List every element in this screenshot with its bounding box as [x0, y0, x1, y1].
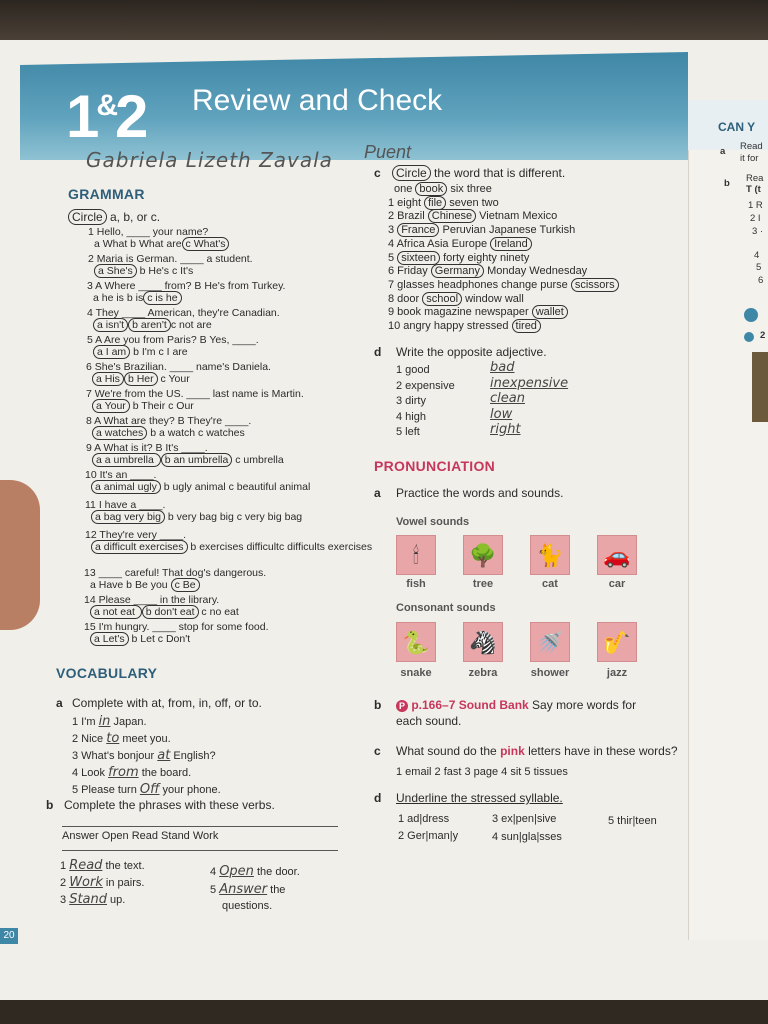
student-name-2: Puent	[364, 142, 412, 162]
vocab-b-after: the	[267, 884, 286, 896]
grammar-question: 2 Maria is German. ____ a student.	[88, 253, 253, 265]
vocab-b-item	[60, 875, 144, 890]
grammar-question: 15 I'm hungry. ____ stop for some food.	[84, 621, 269, 633]
vocab-b-answer: Read	[69, 858, 103, 873]
col2-d-label: d	[374, 345, 382, 359]
sound-word: snake	[400, 667, 432, 679]
grammar-options	[92, 400, 194, 412]
circled-word: file	[424, 196, 446, 210]
col2-c-instruction: Circle the word that is different.	[392, 166, 565, 180]
grammar-options	[91, 541, 372, 553]
option-a: a animal ugly	[91, 480, 161, 494]
word-group: Monday Wednesday	[484, 265, 588, 278]
option-a: a I am	[93, 345, 130, 359]
word-group: 6 Friday	[388, 265, 431, 278]
vocabulary-heading: VOCABULARY	[56, 665, 158, 681]
option-b: b I'm c I are	[130, 346, 188, 358]
pron-d-instruction: Underline the stressed syllable.	[396, 791, 563, 805]
right-photo	[752, 352, 768, 422]
audio-track: 2	[760, 330, 766, 341]
sound-word: car	[608, 578, 626, 590]
vocab-a-answer: in	[98, 714, 111, 729]
vocab-a-prompt: 1 I'm	[72, 716, 99, 728]
vocab-a-answer: to	[106, 731, 120, 746]
vocab-b-answer: Answer	[219, 882, 268, 897]
vocab-b-number: 2	[60, 877, 70, 889]
vocab-b-after: the door.	[253, 866, 300, 878]
vocab-a-item	[72, 748, 216, 763]
sound-word: cat	[542, 578, 558, 590]
option-c: c not are	[170, 319, 212, 331]
vocab-a-after: the board.	[138, 767, 192, 779]
pron-c-items: 1 email 2 fast 3 page 4 sit 5 tissues	[396, 766, 568, 778]
vocab-a-item	[72, 765, 191, 780]
opposite-answer: right	[490, 422, 521, 437]
grammar-options	[92, 373, 190, 385]
pron-c-label: c	[374, 744, 381, 758]
vocab-b-number: 1	[60, 860, 70, 872]
grammar-options	[91, 511, 302, 523]
word-group: window wall	[462, 292, 524, 305]
circled-word: tired	[512, 319, 541, 333]
right-n6: 6	[758, 275, 764, 286]
sound-picture	[597, 535, 637, 575]
vocab-b-item	[210, 882, 285, 897]
tree-icon: 🌳	[469, 543, 497, 568]
play-icon[interactable]	[744, 308, 758, 322]
option-b: b He's c It's	[136, 265, 194, 277]
circled-word: Chinese	[428, 209, 476, 223]
pron-a-instruction: Practice the words and sounds.	[396, 486, 564, 500]
vocab-b-answer: Work	[69, 875, 103, 890]
right-b: b	[724, 178, 730, 189]
option-a: a difficult exercises	[91, 540, 188, 554]
background-top	[0, 0, 768, 40]
word-group: 10 angry happy stressed	[388, 320, 512, 332]
vocab-b-instruction: Complete the phrases with these verbs.	[64, 798, 275, 812]
option-a: a Your	[92, 399, 130, 413]
word-group: Peruvian Japanese Turkish	[439, 224, 576, 237]
car-icon: 🚗	[603, 543, 631, 568]
right-n3: 3 ·	[752, 226, 764, 237]
odd-one-out-row	[388, 252, 529, 264]
vocab-b-after: up.	[107, 894, 126, 906]
word-group: 5	[388, 251, 398, 264]
vocab-b-after: in pairs.	[102, 877, 145, 889]
sound-picture	[463, 622, 503, 662]
option-b: b aren't	[128, 318, 171, 332]
thumb	[0, 480, 40, 630]
grammar-question: 12 They're very ____.	[85, 529, 187, 541]
right-read: Read	[740, 141, 763, 152]
option-c: c What's	[182, 237, 230, 251]
circled-word: school	[422, 292, 462, 306]
col2-c-label: c	[374, 166, 381, 180]
word-group: forty eighty ninety	[440, 251, 530, 264]
option-a: a he is b is	[93, 292, 144, 304]
page-title: Review and Check	[192, 84, 443, 117]
vocab-b-label: b	[46, 798, 54, 812]
right-a: a	[720, 146, 726, 157]
option-a: a bag very big	[91, 510, 165, 524]
stress-word-1: 1 ad|dress	[398, 813, 450, 825]
vocab-a-after: Japan.	[110, 716, 147, 728]
fish-icon: 🕯	[412, 543, 420, 568]
word-group: seven two	[446, 196, 499, 209]
vocab-b-after-2: questions.	[222, 900, 273, 912]
background-bottom	[0, 1000, 768, 1024]
word-group: 3	[388, 224, 398, 237]
grammar-question: 4 They ____ American, they're Canadian.	[87, 307, 280, 319]
option-a: a a umbrella	[92, 453, 161, 467]
option-c: c umbrella	[232, 454, 284, 466]
opposite-answer: inexpensive	[490, 375, 569, 391]
pron-d-label: d	[374, 791, 382, 805]
sound-word: tree	[472, 578, 494, 590]
option-a: a isn't	[93, 318, 128, 332]
vocab-a-instruction: Complete with at, from, in, off, or to.	[72, 696, 262, 710]
sound-picture	[463, 535, 503, 575]
jazz-icon: 🎷	[603, 630, 631, 655]
zebra-icon: 🦓	[469, 630, 497, 655]
odd-one-out-row	[388, 320, 541, 332]
odd-one-out-row	[388, 238, 532, 250]
opposite-answer: clean	[490, 391, 525, 406]
vocab-a-item	[72, 731, 171, 746]
opposite-answer: bad	[490, 360, 515, 375]
opposite-word: 1 good	[396, 364, 430, 376]
vocab-a-label: a	[56, 696, 63, 710]
option-b: b Her	[124, 372, 158, 386]
grammar-question: 9 A What is it? B It's ____.	[86, 442, 208, 454]
option-c: c Be	[171, 578, 200, 592]
vocab-a-prompt: 5 Please turn	[72, 784, 140, 796]
right-rea: Rea	[746, 173, 764, 184]
vocab-a-answer: from	[108, 765, 139, 780]
option-a: a Let's	[90, 632, 129, 646]
vocab-b-after: the text.	[102, 860, 145, 872]
grammar-question: 14 Please ____ in the library.	[84, 594, 220, 606]
odd-one-out-row	[388, 293, 524, 305]
vocab-a-item	[72, 714, 147, 729]
sound-picture	[530, 535, 570, 575]
circled-word: France	[397, 223, 439, 237]
option-a: a His	[92, 372, 124, 386]
vocab-a-item	[72, 782, 221, 797]
grammar-question: 11 I have a ____.	[85, 499, 166, 511]
page-number: 20	[0, 928, 18, 944]
option-a: a What b What are	[94, 238, 182, 250]
circled-word: wallet	[532, 305, 568, 319]
option-b: b a watch c watches	[147, 427, 245, 439]
pron-c-instruction: What sound do the pink letters have in these words?	[396, 744, 678, 758]
shower-icon: 🚿	[536, 630, 564, 655]
word-group: 8 door	[388, 292, 423, 305]
right-n2: 2 I	[750, 213, 761, 224]
circled-word: book	[415, 182, 447, 196]
option-b: b Let c Don't	[128, 633, 191, 645]
grammar-options	[90, 579, 200, 591]
odd-one-out-row	[388, 224, 575, 236]
odd-one-out-row	[388, 306, 568, 318]
stress-word-5: 5 thir|teen	[608, 815, 657, 827]
word-group: 2 Brazil	[388, 210, 428, 223]
vocab-a-answer: Off	[139, 782, 160, 797]
sound-picture	[530, 622, 570, 662]
student-name: Gabriela Lizeth Zavala	[86, 148, 333, 172]
pron-b-instruction: P p.166–7 Sound Bank Say more words for	[396, 698, 636, 712]
option-b: b don't eat	[142, 605, 199, 619]
grammar-instruction: Circle a, b, or c.	[68, 210, 160, 224]
vocab-a-after: meet you.	[119, 733, 171, 745]
sound-picture	[396, 535, 436, 575]
can-heading: CAN Y	[718, 120, 756, 134]
odd-one-out-row	[388, 197, 499, 209]
verbs-bottom-line	[62, 850, 338, 851]
grammar-question: 13 ____ careful! That dog's dangerous.	[84, 567, 267, 579]
vocab-b-item	[60, 892, 125, 907]
grammar-options	[92, 427, 245, 439]
pron-b-label: b	[374, 698, 382, 712]
col2-d-instruction: Write the opposite adjective.	[396, 345, 547, 359]
vocab-b-number: 5	[210, 884, 220, 896]
grammar-question: 5 A Are you from Paris? B Yes, ____.	[87, 334, 259, 346]
option-b: b Their c Our	[129, 400, 194, 412]
option-b: b exercises difficult	[187, 541, 279, 553]
sound-word: fish	[406, 578, 426, 590]
circled-word: scissors	[571, 278, 619, 292]
option-a: a not eat	[90, 605, 142, 619]
word-group: 1 eight	[388, 196, 425, 209]
grammar-options	[93, 319, 212, 331]
circled-word: sixteen	[397, 251, 440, 265]
right-itfor: it for	[740, 153, 759, 164]
cat-icon: 🐈	[536, 543, 564, 568]
pron-b-instruction-2: each sound.	[396, 714, 462, 728]
vocab-b-number: 4	[210, 866, 220, 878]
option-b: b ugly animal c beautiful animal	[160, 481, 311, 493]
option-c: c is he	[143, 291, 181, 305]
word-group: Vietnam Mexico	[476, 210, 558, 223]
grammar-options	[93, 292, 182, 304]
circled-word: Ireland	[490, 237, 532, 251]
right-n4: 4	[754, 250, 760, 261]
unit-number: 1&2	[66, 83, 146, 150]
opposite-answer: low	[490, 406, 513, 422]
verbs-box: Answer Open Read Stand Work	[62, 830, 219, 842]
stress-word-2: 2 Ger|man|y	[398, 830, 459, 842]
stress-word-3: 3 ex|pen|sive	[492, 813, 557, 825]
word-group: 7 glasses headphones change purse	[388, 278, 571, 291]
sound-word: jazz	[606, 667, 628, 679]
odd-one-out-row	[388, 279, 619, 291]
grammar-heading: GRAMMAR	[68, 186, 145, 202]
grammar-options	[92, 454, 284, 466]
audio-icon[interactable]	[744, 332, 754, 342]
verbs-top-line	[62, 826, 338, 827]
vocab-b-number: 3	[60, 894, 70, 906]
vocab-b-item	[60, 858, 145, 873]
opposite-word: 2 expensive	[396, 379, 455, 392]
vocab-a-prompt: 3 What's bonjour	[72, 750, 158, 762]
vowel-sounds-title: Vowel sounds	[396, 516, 470, 528]
word-group: 9 book magazine newspaper	[388, 306, 532, 319]
grammar-options	[93, 346, 188, 358]
stress-word-4: 4 sun|gla|sses	[492, 831, 562, 843]
vocab-b-answer: Open	[219, 864, 254, 879]
odd-one-out-row	[388, 265, 587, 277]
vocab-a-after: English?	[170, 750, 216, 762]
sound-word: zebra	[468, 667, 498, 679]
grammar-options	[90, 606, 239, 618]
grammar-question: 8 A What are they? B They're ____.	[86, 415, 252, 427]
right-n5: 5	[756, 262, 762, 273]
word-group: six three	[447, 183, 492, 195]
sound-picture	[597, 622, 637, 662]
pronunciation-heading: PRONUNCIATION	[374, 458, 496, 474]
grammar-question: 6 She's Brazilian. ____ name's Daniela.	[86, 361, 271, 373]
opposite-word: 4 high	[396, 410, 426, 423]
grammar-options	[90, 633, 190, 645]
grammar-question: 10 It's an ____.	[85, 469, 157, 481]
grammar-question: 7 We're from the US. ____ last name is Martin.	[86, 388, 304, 400]
odd-one-out-row	[388, 210, 557, 222]
vocab-a-after: your phone.	[159, 784, 221, 796]
vocab-a-prompt: 2 Nice	[72, 733, 107, 745]
right-t: T (t	[746, 184, 761, 195]
grammar-question: 1 Hello, ____ your name?	[88, 226, 209, 238]
sound-word: shower	[530, 667, 570, 679]
option-c: c difficults exercises	[278, 541, 373, 553]
option-a: a watches	[92, 426, 147, 440]
sound-bank-icon: P	[396, 700, 408, 712]
vocab-a-prompt: 4 Look	[72, 767, 109, 779]
option-b: b an umbrella	[161, 453, 233, 467]
word-group: one	[394, 183, 416, 195]
snake-icon: 🐍	[402, 630, 430, 655]
vocab-b-answer: Stand	[69, 892, 107, 907]
opposite-word: 5 left	[396, 426, 420, 438]
vocab-b-item	[210, 864, 300, 879]
option-a: a Have b Be you	[90, 579, 171, 591]
opposite-word: 3 dirty	[396, 395, 426, 407]
option-c: c no eat	[198, 606, 239, 618]
circled-word: Germany	[431, 264, 484, 278]
grammar-options	[94, 238, 229, 250]
consonant-sounds-title: Consonant sounds	[396, 602, 496, 614]
pron-a-label: a	[374, 486, 381, 500]
sound-picture	[396, 622, 436, 662]
option-c: c Your	[157, 373, 190, 385]
option-b: b very bag big c very big bag	[164, 511, 303, 523]
grammar-options	[91, 481, 310, 493]
vocab-a-answer: at	[157, 748, 171, 763]
grammar-options	[94, 265, 193, 277]
option-a: a She's	[94, 264, 137, 278]
word-group: 4 Africa Asia Europe	[388, 237, 491, 250]
grammar-question: 3 A Where ____ from? B He's from Turkey.	[87, 280, 286, 292]
odd-one-out-row	[394, 183, 492, 195]
right-n1: 1 R	[748, 200, 763, 211]
